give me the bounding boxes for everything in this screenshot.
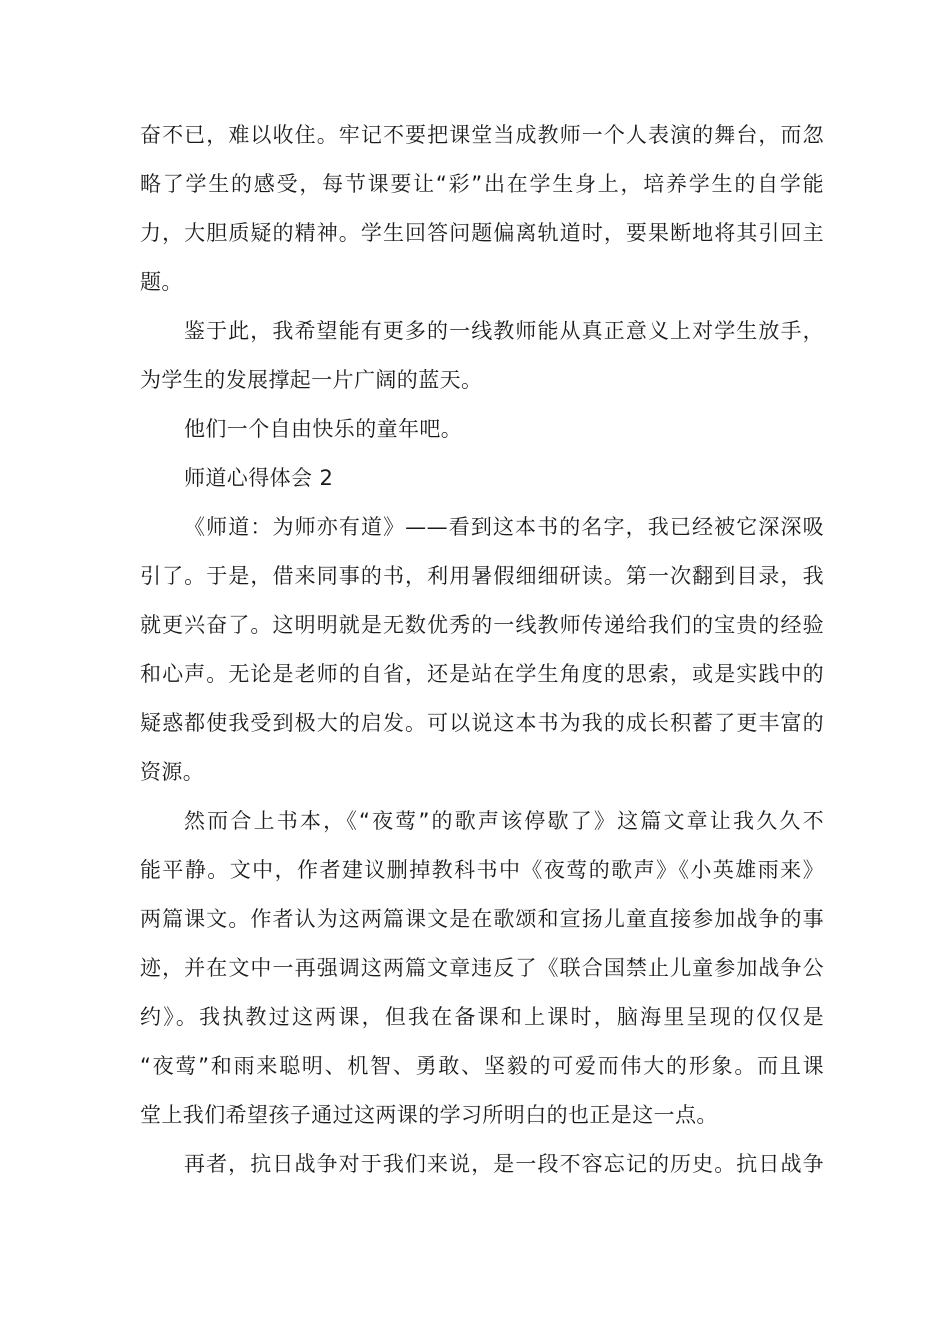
section-heading	[140, 454, 824, 503]
text-line: 和心声。无论是老师的自省，还是站在学生角度的思索，或是实践中的	[140, 662, 824, 686]
text-line: 奋不已，难以收住。牢记不要把课堂当成教师一个人表演的舞台，而忽	[140, 123, 824, 147]
text-line: 能平静。文中，作者建议删掉教科书中《夜莺的歌声》《小英雄雨来》	[140, 858, 824, 882]
text-line: 《师道：为师亦有道》——看到这本书的名字，我已经被它深深吸	[184, 515, 824, 539]
text-line: 就更兴奋了。这明明就是无数优秀的一线教师传递给我们的宝贵的经验	[140, 613, 824, 637]
text-line: 再者，抗日战争对于我们来说，是一段不容忘记的历史。抗日战争	[184, 1152, 824, 1176]
text-line: 他们一个自由快乐的童年吧。	[184, 417, 463, 441]
document-body	[140, 111, 824, 1189]
paragraph-5	[140, 503, 824, 797]
paragraph-7	[140, 1140, 824, 1189]
section-title: 师道心得体会 2	[184, 466, 334, 490]
text-line: “夜莺”和雨来聪明、机智、勇敢、坚毅的可爱而伟大的形象。而且课	[140, 1054, 824, 1078]
text-line: 然而合上书本，《“夜莺”的歌声该停歇了》这篇文章让我久久不	[184, 809, 824, 833]
text-line: 为学生的发展撑起一片广阔的蓝天。	[140, 368, 483, 392]
text-line: 引了。于是，借来同事的书，利用暑假细细研读。第一次翻到目录，我	[140, 564, 824, 588]
text-line: 疑惑都使我受到极大的启发。可以说这本书为我的成长积蓄了更丰富的	[140, 711, 824, 735]
paragraph-3	[140, 405, 824, 454]
paragraph-1	[140, 111, 824, 307]
text-line: 力，大胆质疑的精神。学生回答问题偏离轨道时，要果断地将其引回主	[140, 221, 824, 245]
text-line: 鉴于此，我希望能有更多的一线教师能从真正意义上对学生放手，	[184, 319, 824, 343]
text-line: 略了学生的感受，每节课要让“彩”出在学生身上，培养学生的自学能	[140, 172, 824, 196]
text-line: 资源。	[140, 760, 205, 784]
paragraph-2	[140, 307, 824, 405]
text-line: 两篇课文。作者认为这两篇课文是在歌颂和宣扬儿童直接参加战争的事	[140, 907, 824, 931]
text-line: 迹，并在文中一再强调这两篇文章违反了《联合国禁止儿童参加战争公	[140, 956, 824, 980]
text-line: 堂上我们希望孩子通过这两课的学习所明白的也正是这一点。	[140, 1103, 718, 1127]
text-line: 约》。我执教过这两课，但我在备课和上课时，脑海里呈现的仅仅是	[140, 1005, 824, 1029]
text-line: 题。	[140, 270, 183, 294]
paragraph-6	[140, 797, 824, 1140]
